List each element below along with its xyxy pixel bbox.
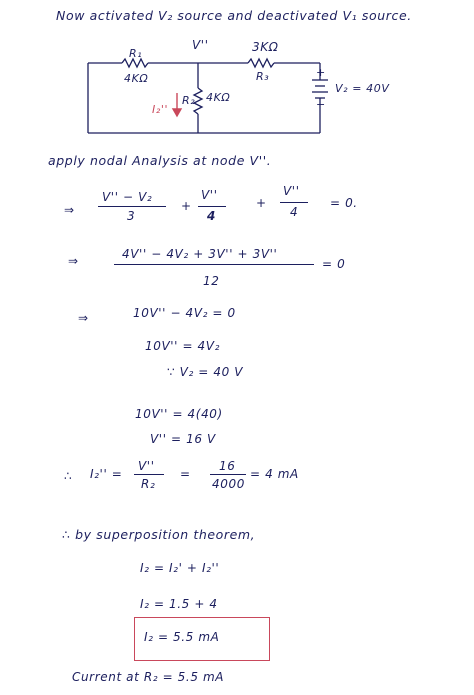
eq2-rhs: = 0	[322, 257, 346, 271]
r2-value: 4KΩ	[206, 91, 231, 104]
eq1-fracbar-1	[98, 206, 166, 207]
eq8-rhs: = 4 mA	[250, 467, 299, 481]
arrow-3: ⇒	[78, 311, 89, 325]
eq8-num2: 16	[219, 459, 236, 473]
r2-name: R₂	[182, 94, 196, 107]
current-arrow-head	[173, 109, 181, 116]
r1-name: R₁	[129, 47, 143, 60]
eq1-num2: V''	[201, 188, 218, 202]
r3-resistor	[248, 59, 274, 67]
node-label: V''	[192, 38, 209, 52]
source-plus: +	[316, 66, 326, 79]
current-label: I₂''	[152, 103, 169, 116]
r3-value: 3KΩ	[252, 40, 279, 54]
superposition-line-2: I₂ = 1.5 + 4	[140, 597, 218, 611]
eq1-den2: 4	[207, 209, 216, 223]
nodal-intro: apply nodal Analysis at node V''.	[48, 153, 272, 168]
eq1-num1: V'' − V₂	[102, 190, 153, 204]
eq1-num3: V''	[283, 184, 300, 198]
eq8-den2: 4000	[212, 477, 245, 491]
eq5: ∵ V₂ = 40 V	[167, 365, 244, 379]
eq8-fracbar-1	[134, 474, 164, 475]
superposition-intro: ∴ by superposition theorem,	[62, 527, 256, 542]
eq1-fracbar-2	[198, 206, 226, 207]
eq8-fracbar-2	[210, 474, 246, 475]
arrow-2: ⇒	[68, 254, 79, 268]
source-minus: −	[316, 98, 326, 111]
arrow-1: ⇒	[64, 203, 75, 217]
eq1-den3: 4	[290, 205, 299, 219]
page-header: Now activated V₂ source and deactivated V₁ source.	[56, 8, 412, 23]
r3-name: R₃	[256, 70, 270, 83]
r1-value: 4KΩ	[124, 72, 149, 85]
eq8-eq-a: =	[180, 467, 191, 481]
eq2-den: 12	[203, 274, 220, 288]
source-label: V₂ = 40V	[335, 82, 390, 95]
eq8-num1: V''	[138, 459, 155, 473]
result-boxed: I₂ = 5.5 mA	[144, 630, 220, 644]
eq1-fracbar-3	[280, 202, 308, 203]
eq1-plus-2: +	[256, 196, 267, 210]
final-answer: Current at R₂ = 5.5 mA	[72, 670, 225, 684]
eq7: V'' = 16 V	[150, 432, 216, 446]
eq2-num: 4V'' − 4V₂ + 3V'' + 3V''	[122, 247, 278, 261]
eq4: 10V'' = 4V₂	[145, 339, 221, 353]
eq1-den1: 3	[127, 209, 136, 223]
circuit-diagram	[0, 0, 474, 160]
eq8-therefore: ∴	[64, 469, 73, 483]
eq1-plus-1: +	[181, 199, 192, 213]
eq3: 10V'' − 4V₂ = 0	[133, 306, 236, 320]
eq2-fracbar	[114, 264, 314, 265]
eq8-den1: R₂	[141, 477, 156, 491]
eq8-lhs: I₂'' =	[90, 467, 123, 481]
r1-resistor	[122, 59, 148, 67]
eq1-rhs: = 0.	[330, 196, 358, 210]
superposition-line-1: I₂ = I₂' + I₂''	[140, 561, 220, 575]
eq6: 10V'' = 4(40)	[135, 407, 223, 421]
